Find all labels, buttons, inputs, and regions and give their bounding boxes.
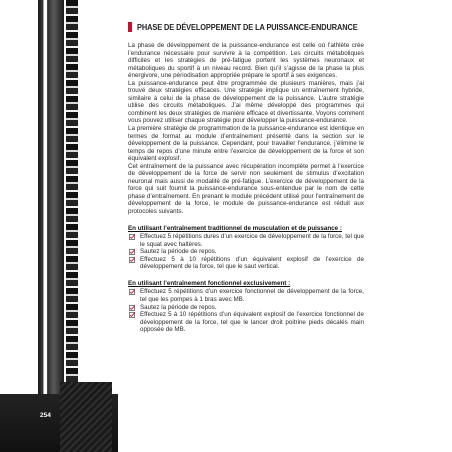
list-item: [140, 288, 364, 303]
section-heading: [128, 225, 364, 233]
section-heading-text: En utilisant l’entraînement traditionnel de musculation et de puissance: [128, 224, 339, 232]
photo-footer-texture: [60, 382, 112, 452]
title-marker-icon: [128, 22, 132, 32]
checkbox-check-icon: [129, 234, 135, 240]
list-item-text: Effectuez 5 à 10 répétitions d’un équivalent explosif de l’exercice fonctionnel de développement de la force, tel que le lancer droit poitrine pieds décalés main opposée de MB.: [140, 311, 364, 334]
list-item: [140, 256, 364, 271]
section-title-row: [128, 22, 364, 32]
paragraph: La puissance-endurance peut être programmée de plusieurs manières, mais j’ai trouvé deux stratégies efficaces. Une stratégie implique un entraînement hybride, similaire à celui de la phase de développement de la puissance. L’autre stratégie utilise des circuits métaboliques. J’ai même développé des programmes qui combinent les deux stratégies de manière efficace et divertissante. Voyons comment vous pouvez utiliser chaque stratégie pour développer la puissance-endurance.: [128, 79, 364, 125]
list-item: [140, 311, 364, 334]
list-item-text: Effectuez 5 répétitions d’un exercice fonctionnel de développement de la force, tel que les pompes à 1 bras avec MB.: [140, 288, 364, 303]
page-number: 254: [40, 412, 51, 419]
section-heading-colon: :: [338, 224, 342, 232]
checkbox-check-icon: [129, 257, 135, 263]
list-item: [140, 233, 364, 248]
list-item: [140, 304, 364, 312]
paragraph: Cet entraînement de la puissance avec récupération incomplète permet à l’exercice de développement de la force de servir non seulement de stimulus d’excitation neuronal mais aussi de modalité de pré-fatigue. L’exercice de développement de la force qui suit fournit la puissance-endurance sous-entendue par le nom de cette phase d’entraînement. En prenant le module précédent utilisé pour l’entraînement de développement de la force, le module de puissance-endurance est réduit aux protocoles suivants.: [128, 162, 364, 216]
checkbox-check-icon: [129, 305, 135, 311]
paragraph: La première stratégie de programmation de la puissance-endurance est identique en termes de format au module d’entraînement présenté dans la section sur le développement de la puissance. Cependant, pour travailler l’endurance, j’élimine le temps de repos d’une minute entre l’exercice de développement de la force et son équivalent explosif.: [128, 125, 364, 163]
checklist: [128, 288, 364, 333]
section-heading-colon: :: [286, 279, 291, 287]
main-content: [128, 22, 364, 334]
list-item-text: Effectuez 5 à 10 répétitions d’un équivalent explosif de l’exercice de développement de la force, tel que le saut vertical.: [140, 255, 364, 271]
checkbox-check-icon: [129, 249, 135, 255]
list-item-text: Effectuez 5 répétitions dures d’un exercice de développement de la force, tel que le squat avec haltères.: [140, 233, 364, 248]
list-item-text: Sautez la période de repos.: [140, 248, 217, 256]
paragraph: La phase de développement de la puissance-endurance est celle où l’athlète crée l’endurance nécessaire pour survivre à la compétition. Les circuits métaboliques difficiles et les stratégies de pré-fatigue portent les systèmes neuronaux et métaboliques du sportif à un niveau record. Bien qu’il s’agisse de la phase la plus énergivore, une périodisation appropriée prépare le sportif à ses exigences.: [128, 42, 364, 80]
side-photo-strip: [0, 0, 118, 452]
list-item-text: Sautez la période de repos.: [140, 303, 217, 311]
checklist: [128, 233, 364, 271]
checkbox-check-icon: [129, 312, 135, 318]
list-item: [140, 248, 364, 256]
section-heading: [128, 280, 364, 288]
page-title: PHASE DE DÉVELOPPEMENT DE LA PUISSANCE-ENDURANCE: [137, 22, 358, 32]
section-heading-text: En utilisant l’entraînement fonctionnel exclusivement: [128, 279, 287, 287]
checkbox-check-icon: [129, 289, 135, 295]
